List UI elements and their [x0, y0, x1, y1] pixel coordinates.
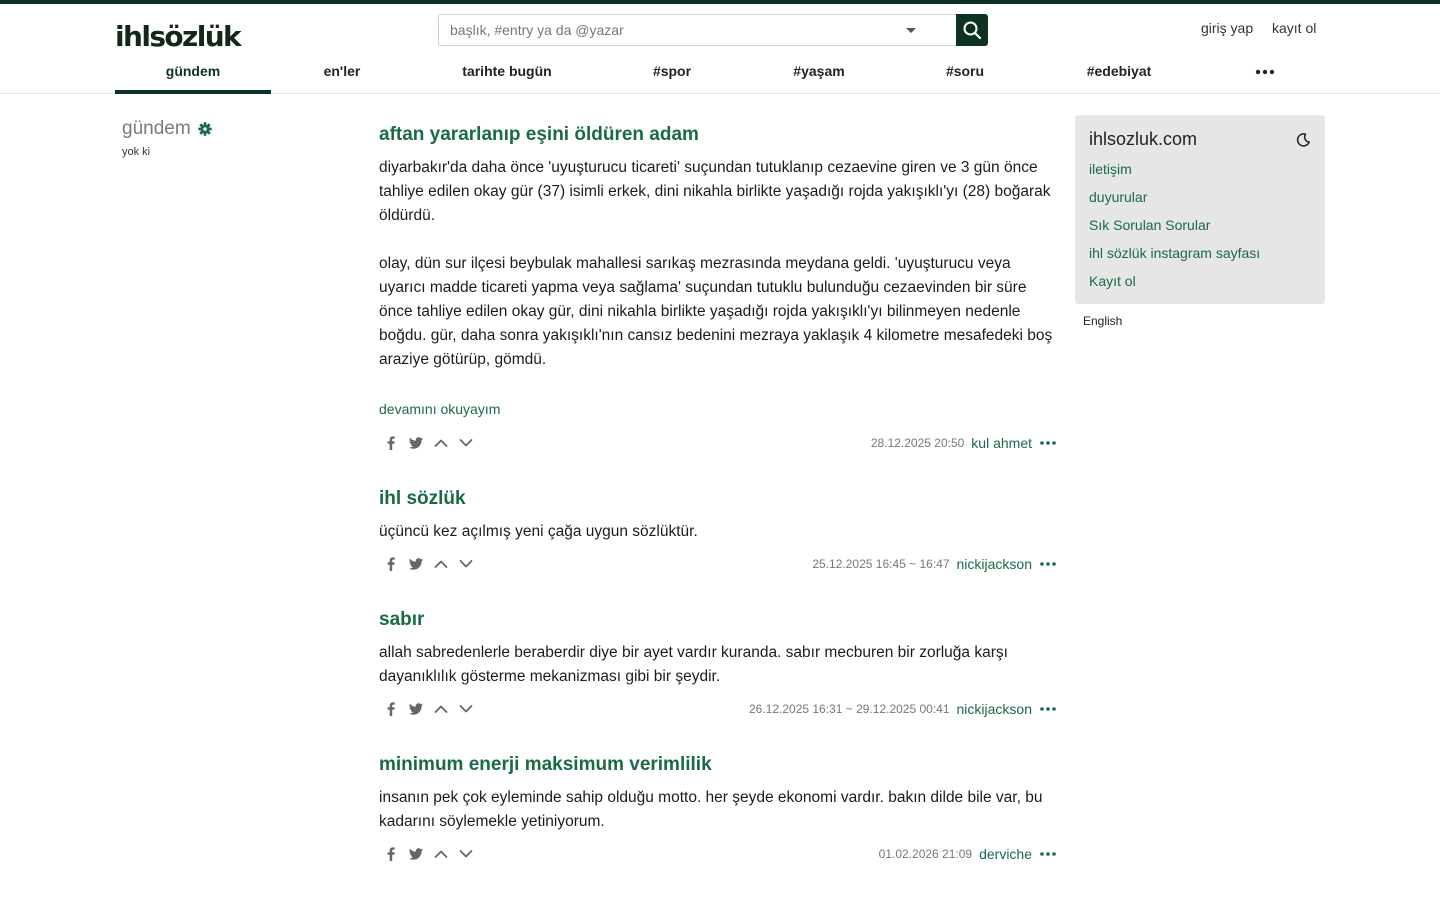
site-info-panel — [1075, 115, 1325, 304]
moon-icon[interactable] — [1295, 132, 1311, 148]
register-link[interactable]: kayıt ol — [1272, 20, 1317, 36]
nav-tab-gundem[interactable]: gündem — [115, 60, 271, 94]
facebook-icon[interactable] — [383, 701, 399, 717]
read-more-link[interactable]: devamını okuyayım — [379, 401, 501, 417]
nav-tab-tarihte-bugun[interactable]: tarihte bugün — [462, 63, 552, 79]
search-button[interactable] — [956, 14, 988, 46]
chevron-down-icon[interactable] — [458, 435, 474, 451]
entry-footer — [379, 552, 1057, 578]
left-channel-subtitle: yok ki — [122, 146, 151, 158]
search-bar — [438, 14, 988, 46]
twitter-icon[interactable] — [408, 556, 424, 572]
entry-meta — [871, 435, 1057, 451]
nav-tab-yasam[interactable]: #yaşam — [793, 63, 845, 79]
gear-icon[interactable] — [198, 122, 212, 136]
chevron-down-icon[interactable] — [458, 701, 474, 717]
entry-body — [379, 520, 1057, 544]
nav-tab-spor[interactable]: #spor — [652, 63, 692, 79]
nav-tab-soru[interactable]: #soru — [945, 63, 985, 79]
twitter-icon[interactable] — [408, 701, 424, 717]
entry-actions — [383, 701, 474, 717]
sidebar-link-faq[interactable]: Sık Sorulan Sorular — [1089, 217, 1211, 233]
entry-paragraph: allah sabredenlerle beraberdir diye bir ayet vardır kuranda. sabır mecburen bir zorluğa karşı dayanıklılık gösterme mekanizması gibi bir şeydir. — [379, 644, 1008, 685]
entry-actions — [383, 435, 474, 451]
chevron-down-icon[interactable] — [458, 846, 474, 862]
entry-author[interactable]: nickijackson — [956, 556, 1032, 572]
top-nav — [115, 60, 1325, 94]
chevron-down-icon[interactable] — [458, 556, 474, 572]
entry-author[interactable]: derviche — [979, 846, 1032, 862]
nav-tab-edebiyat[interactable]: #edebiyat — [1086, 63, 1152, 79]
entry-meta — [879, 846, 1057, 862]
entry-body — [379, 786, 1057, 834]
entry-title[interactable]: minimum enerji maksimum verimlilik — [379, 754, 712, 775]
entry-card — [379, 488, 1057, 578]
entry-paragraph: insanın pek çok eyleminde sahip olduğu motto. her şeyde ekonomi vardır. bakın dilde bile var, bu kadarını söylemekle yetiniyorum. — [379, 789, 1043, 830]
entry-actions — [383, 846, 474, 862]
left-channel-header — [122, 118, 212, 140]
more-horizontal-icon[interactable] — [1039, 556, 1057, 572]
panel-title: ihlsozluk.com — [1089, 129, 1198, 149]
header — [0, 4, 1440, 94]
entry-footer — [379, 431, 1057, 457]
more-horizontal-icon[interactable] — [1039, 846, 1057, 862]
left-column — [122, 118, 212, 158]
entry-card — [379, 609, 1057, 723]
search-input[interactable] — [450, 22, 930, 38]
entry-actions — [383, 556, 474, 572]
more-horizontal-icon[interactable] — [1255, 62, 1275, 82]
sidebar-link-duyurular[interactable]: duyurular — [1089, 189, 1148, 205]
facebook-icon[interactable] — [383, 435, 399, 451]
entry-title[interactable]: ihl sözlük — [379, 488, 466, 509]
more-horizontal-icon[interactable] — [1039, 435, 1057, 451]
entry-paragraph: diyarbakır'da daha önce 'uyuşturucu ticareti' suçundan tutuklanıp cezaevine giren ve 3 gün önce tahliye edilen okay gür (37) isimli erkek, dini nikahla birlikte yaşadığı rojda yakışıklı'yı (28) boğarak öldürdü. — [379, 159, 1051, 224]
right-sidebar — [1075, 115, 1325, 328]
chevron-up-icon[interactable] — [433, 556, 449, 572]
entry-feed — [379, 124, 1057, 868]
entry-card — [379, 124, 1057, 457]
entry-date[interactable]: 01.02.2026 21:09 — [878, 847, 973, 861]
chevron-up-icon[interactable] — [433, 701, 449, 717]
entry-title[interactable]: sabır — [379, 609, 425, 630]
entry-author[interactable]: nickijackson — [956, 701, 1032, 717]
entry-footer — [379, 842, 1057, 868]
twitter-icon[interactable] — [408, 846, 424, 862]
search-options-caret-icon[interactable] — [906, 28, 916, 33]
entry-date[interactable]: 28.12.2025 20:50 — [870, 436, 965, 450]
entry-meta — [812, 556, 1057, 572]
sidebar-link-iletisim[interactable]: iletişim — [1089, 161, 1132, 177]
search-icon — [962, 20, 982, 40]
entry-body — [379, 641, 1057, 689]
language-switch[interactable]: English — [1083, 314, 1123, 328]
entry-author[interactable]: kul ahmet — [971, 435, 1032, 451]
facebook-icon[interactable] — [383, 556, 399, 572]
more-horizontal-icon[interactable] — [1039, 701, 1057, 717]
twitter-icon[interactable] — [408, 435, 424, 451]
nav-tab-enler[interactable]: en'ler — [323, 63, 361, 79]
left-channel-title: gündem — [122, 118, 191, 139]
entry-meta — [749, 701, 1057, 717]
entry-date[interactable]: 26.12.2025 16:31 ~ 29.12.2025 00:41 — [748, 702, 950, 716]
entry-date[interactable]: 25.12.2025 16:45 ~ 16:47 — [812, 557, 950, 571]
entry-card — [379, 754, 1057, 868]
entry-body — [379, 156, 1057, 372]
entry-paragraph: olay, dün sur ilçesi beybulak mahallesi sarıkaş mezrasında meydana geldi. 'uyuşturucu veya uyarıcı madde ticareti yapma veya sağlama' suçundan tutuklu bulunduğu cezaevinden bir süre önce tahliye edilen okay gür, dini nikahla birlikte yaşadığı rojda yakışıklı'yı bilinmeyen nedenle boğdu. gür, daha sonra yakışıklı'nın cansız bedenini mezraya yaklaşık 4 kilometre mesafedeki boş araziye götürüp, gömdü. — [379, 255, 1053, 368]
site-logo[interactable]: ihlsözlük — [115, 20, 241, 53]
entry-footer — [379, 697, 1057, 723]
chevron-up-icon[interactable] — [433, 435, 449, 451]
entry-title[interactable]: aftan yararlanıp eşini öldüren adam — [379, 124, 699, 145]
entry-paragraph: üçüncü kez açılmış yeni çağa uygun sözlüktür. — [379, 523, 698, 540]
search-field-wrapper — [438, 14, 956, 46]
sidebar-link-register[interactable]: Kayıt ol — [1089, 273, 1136, 289]
chevron-up-icon[interactable] — [433, 846, 449, 862]
facebook-icon[interactable] — [383, 846, 399, 862]
login-link[interactable]: giriş yap — [1201, 20, 1254, 36]
sidebar-link-instagram[interactable]: ihl sözlük instagram sayfası — [1089, 245, 1261, 261]
